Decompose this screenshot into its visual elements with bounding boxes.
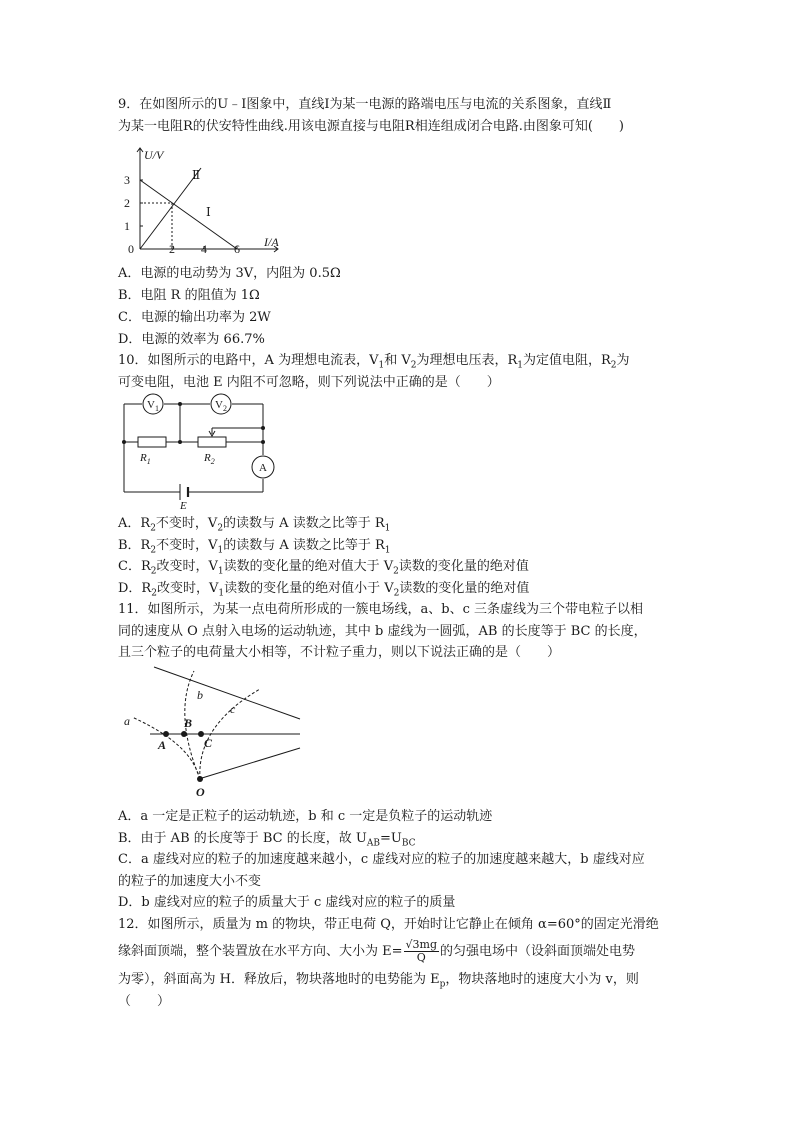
x-tick-2: 2	[169, 242, 175, 256]
y-tick-3: 3	[124, 173, 130, 187]
q12-stem-line2: 缘斜面顶端，整个装置放在水平方向、大小为 E= $\frac{√3mg}{Q}$ 的匀强电场中（设斜面顶端处电势	[118, 938, 636, 964]
origin-label: 0	[128, 242, 134, 256]
q11-stem-line3: 且三个粒子的电荷量大小相等，不计粒子重力，则以下说法正确的是（ ）	[118, 645, 561, 660]
q9-option-c: C．电源的输出功率为 2W	[118, 310, 271, 325]
y-tick-1: 1	[124, 219, 130, 233]
point-c-label: C	[204, 736, 213, 750]
q12-stem-line4: （ ）	[118, 994, 171, 1009]
trajectory-b-label: b	[197, 688, 203, 702]
q10-option-d: D．$R_2$改变时，$V_1$读数的变化量的绝对值小于 $V_2$读数的变化量的绝对值	[118, 581, 530, 599]
field-line-upper	[154, 667, 300, 719]
point-a	[163, 731, 169, 737]
q9-ui-graph	[118, 145, 290, 258]
q9-option-a: A．电源的电动势为 3V，内阻为 0.5Ω	[118, 266, 341, 281]
y-tick-2: 2	[124, 196, 130, 210]
q11-option-a: A．a 一定是正粒子的运动轨迹，b 和 c 一定是负粒子的运动轨迹	[118, 809, 493, 824]
r1-label: $R_1$	[140, 452, 151, 466]
q9-option-b: B．电阻 R 的阻值为 1Ω	[118, 288, 260, 303]
y-axis-label: U/V	[144, 148, 164, 162]
q10-option-c: C．$R_2$改变时，$V_1$读数的变化量的绝对值大于 $V_2$读数的变化量的绝对值	[118, 559, 529, 577]
resistor-r1	[138, 437, 166, 447]
q11-option-c-line1: C．a 虚线对应的粒子的加速度越来越小，c 虚线对应的粒子的加速度越来越大，b 虚线对应	[118, 852, 645, 867]
q11-field-diagram	[118, 663, 304, 803]
q12-stem-line3: 为零），斜面高为 H．释放后，物块落地时的电势能为 $E_p$，物块落地时的速度大小为 v，则	[118, 972, 639, 990]
ammeter-label: A	[259, 462, 267, 474]
q9-option-d: D．电源的效率为 66.7%	[118, 332, 265, 347]
point-b-label: B	[184, 716, 193, 730]
point-o-label: O	[196, 785, 205, 799]
line-II-label: Ⅱ	[192, 168, 201, 182]
v1-label: $V_1$	[147, 399, 159, 413]
v2-label: $V_2$	[215, 399, 227, 413]
x-tick-4: 4	[201, 242, 207, 256]
q10-option-a: A．$R_2$不变时，$V_2$的读数与 A 读数之比等于 $R_1$	[118, 516, 391, 534]
point-a-label: A	[158, 738, 167, 752]
point-b	[181, 731, 187, 737]
r2-label: $R_2$	[204, 452, 215, 466]
q11-option-b: B．由于 AB 的长度等于 BC 的长度，故 $U_{AB}=U_{BC}$	[118, 831, 416, 849]
point-o	[197, 776, 203, 782]
q11-option-c-line2: 的粒子的加速度大小不变	[118, 874, 262, 889]
q12-stem-line1: 12．如图所示，质量为 m 的物块，带正电荷 Q，开始时让它静止在倾角 α=60°的固定光滑绝	[118, 917, 659, 932]
trajectory-a-label: a	[124, 714, 130, 728]
q10-circuit-diagram	[118, 392, 280, 510]
line-I-label: Ⅰ	[206, 205, 211, 219]
q10-option-b: B．$R_2$不变时，$V_1$的读数与 A 读数之比等于 $R_1$	[118, 538, 391, 556]
battery-label: E	[180, 500, 187, 510]
q10-stem-line2: 可变电阻，电池 E 内阻不可忽略，则下列说法中正确的是（ ）	[118, 375, 500, 390]
q11-stem-line1: 11．如图所示，为某一点电荷所形成的一簇电场线，a、b、c 三条虚线为三个带电粒子以相	[118, 602, 644, 617]
field-line-lower	[202, 748, 300, 778]
q11-option-d: D．b 虚线对应的粒子的质量大于 c 虚线对应的粒子的质量	[118, 895, 456, 910]
q10-stem-line1: 10．如图所示的电路中，A 为理想电流表，$V_1$和 $V_2$为理想电压表，$R_1$为定值电阻，$R_2$为	[118, 353, 630, 371]
q9-stem-line1: 9．在如图所示的U﹣I图象中，直线Ⅰ为某一电源的路端电压与电流的关系图象，直线Ⅱ	[118, 97, 612, 112]
variable-resistor-r2	[198, 437, 226, 447]
line-I	[140, 180, 237, 249]
q9-stem-line2: 为某一电阻R的伏安特性曲线.用该电源直接与电阻R相连组成闭合电路.由图象可知( )	[118, 119, 624, 134]
q11-stem-line2: 同的速度从 O 点射入电场的运动轨迹，其中 b 虚线为一圆弧，AB 的长度等于 BC 的长度，	[118, 624, 647, 639]
x-axis-label: I/A	[264, 235, 279, 249]
trajectory-c-label: c	[230, 702, 236, 716]
x-tick-6: 6	[234, 242, 240, 256]
field-strength-fraction: $\frac{√3mg}{Q}$	[405, 938, 437, 964]
